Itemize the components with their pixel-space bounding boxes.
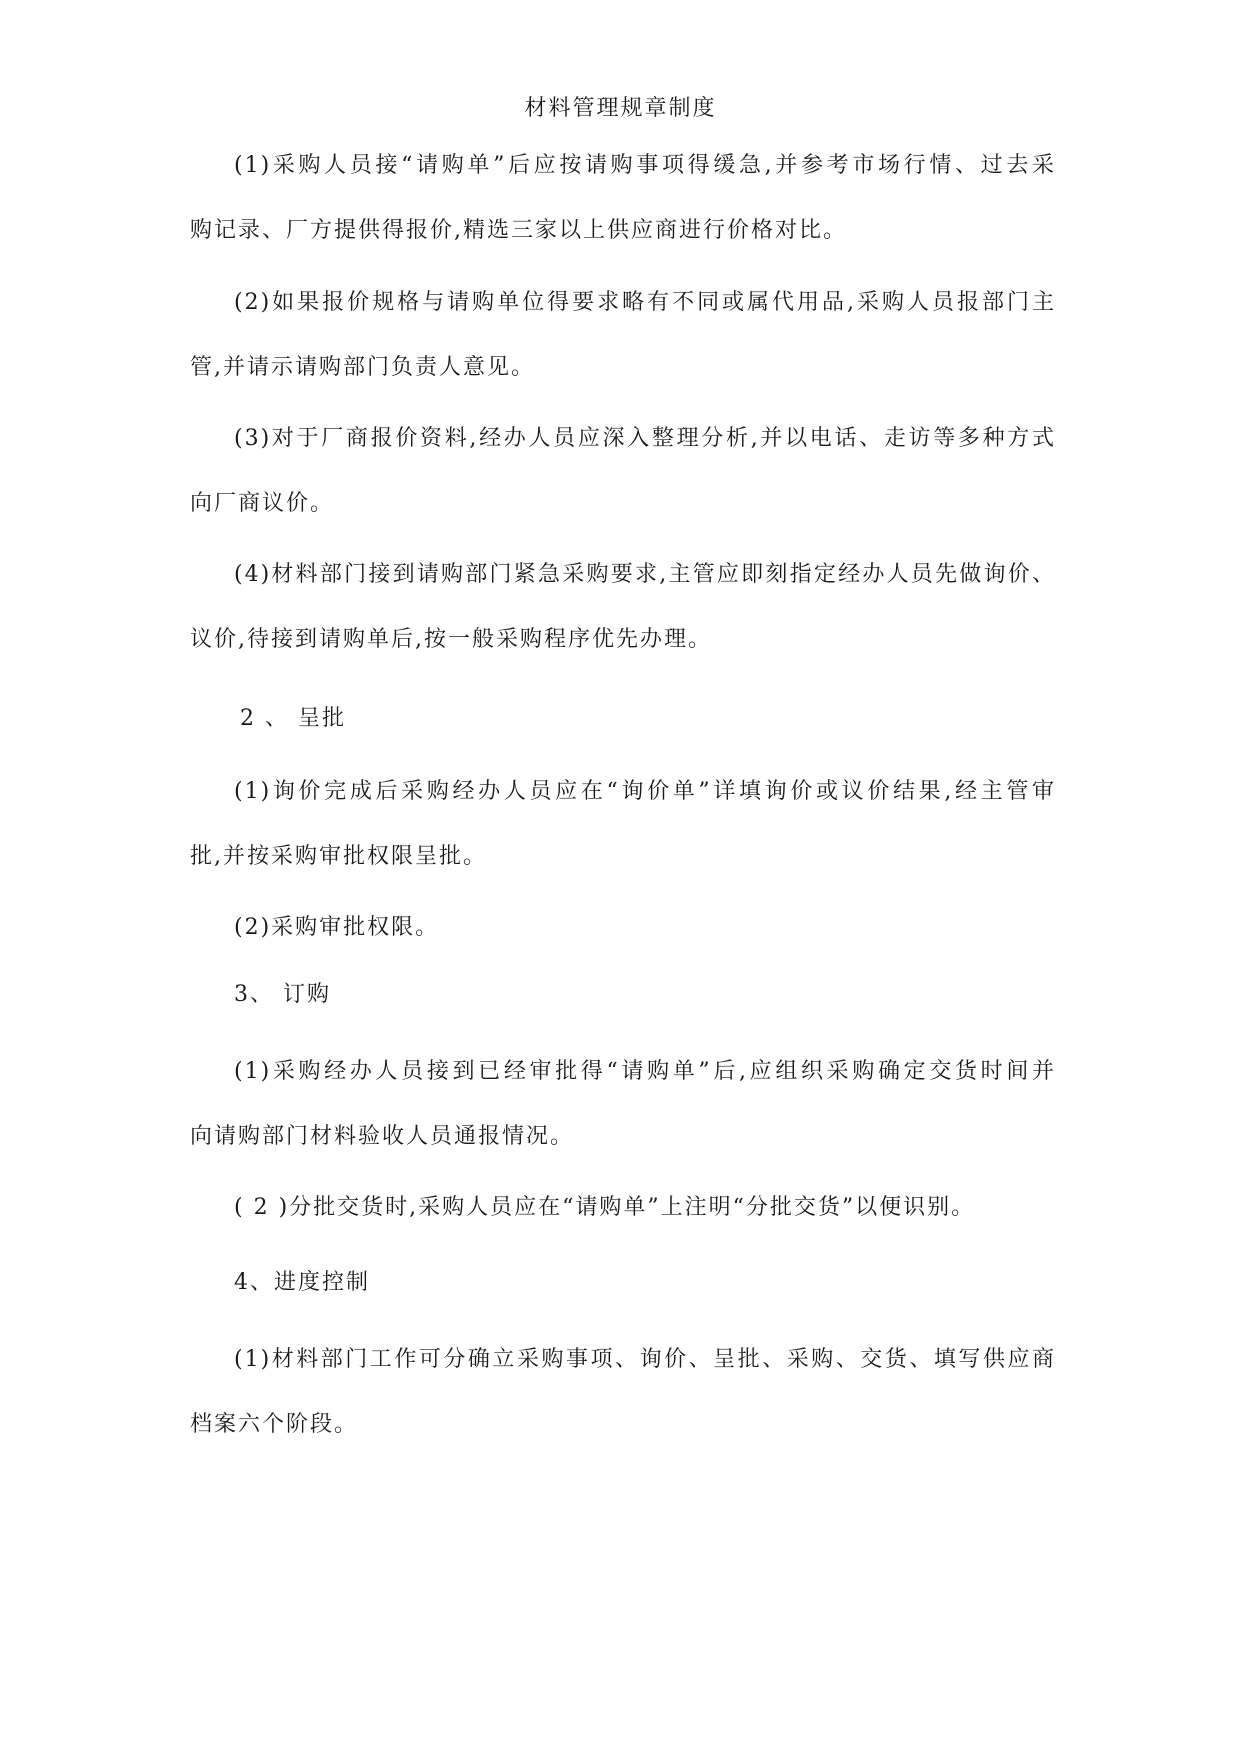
paragraph-approval-2	[190, 913, 1056, 943]
paragraph-line: 管,并请示请购部门负责人意见。	[190, 355, 535, 380]
paragraph-line: 向厂商议价。	[190, 491, 335, 516]
section-heading-progress-control: 4、进度控制	[234, 1270, 370, 1295]
paragraph-line: 购记录、厂方提供得报价,精选三家以上供应商进行价格对比。	[190, 218, 847, 243]
paragraph-line: (1)询价完成后采购经办人员应在“询价单”详填询价或议价结果,经主管审	[234, 779, 1056, 804]
document-title: 材料管理规章制度	[524, 96, 717, 121]
paragraph-1	[190, 151, 1056, 246]
paragraph-line: (1)材料部门工作可分确立采购事项、询价、呈批、采购、交货、填写供应商	[234, 1347, 1056, 1372]
section-heading-ordering: 3、 订购	[234, 982, 331, 1007]
paragraph-line: 向请购部门材料验收人员通报情况。	[190, 1124, 575, 1149]
paragraph-approval-1	[190, 777, 1056, 872]
paragraph-line: 档案六个阶段。	[190, 1412, 359, 1437]
paragraph-line: (1)采购经办人员接到已经审批得“请购单”后,应组织采购确定交货时间并	[234, 1059, 1056, 1084]
paragraph-ordering-1	[190, 1057, 1056, 1152]
paragraph-line: (2)如果报价规格与请购单位得要求略有不同或属代用品,采购人员报部门主	[234, 290, 1056, 315]
paragraph-ordering-2	[190, 1193, 1056, 1223]
paragraph-3	[190, 424, 1056, 519]
paragraph-4	[190, 560, 1056, 655]
section-heading-approval: 2 、 呈批	[240, 706, 346, 731]
paragraph-2	[190, 288, 1056, 383]
paragraph-progress-1	[190, 1345, 1056, 1440]
paragraph-line: (1)采购人员接“请购单”后应按请购事项得缓急,并参考市场行情、过去采	[234, 153, 1056, 178]
paragraph-line: 批,并按采购审批权限呈批。	[190, 844, 487, 869]
paragraph-line: 议价,待接到请购单后,按一般采购程序优先办理。	[190, 627, 712, 652]
paragraph-line: (3)对于厂商报价资料,经办人员应深入整理分析,并以电话、走访等多种方式	[234, 426, 1056, 451]
paragraph-line: (4)材料部门接到请购部门紧急采购要求,主管应即刻指定经办人员先做询价、	[234, 562, 1056, 587]
paragraph-line: (2)采购审批权限。	[234, 915, 440, 940]
paragraph-line: ( 2 )分批交货时,采购人员应在“请购单”上注明“分批交货”以便识别。	[234, 1195, 976, 1220]
